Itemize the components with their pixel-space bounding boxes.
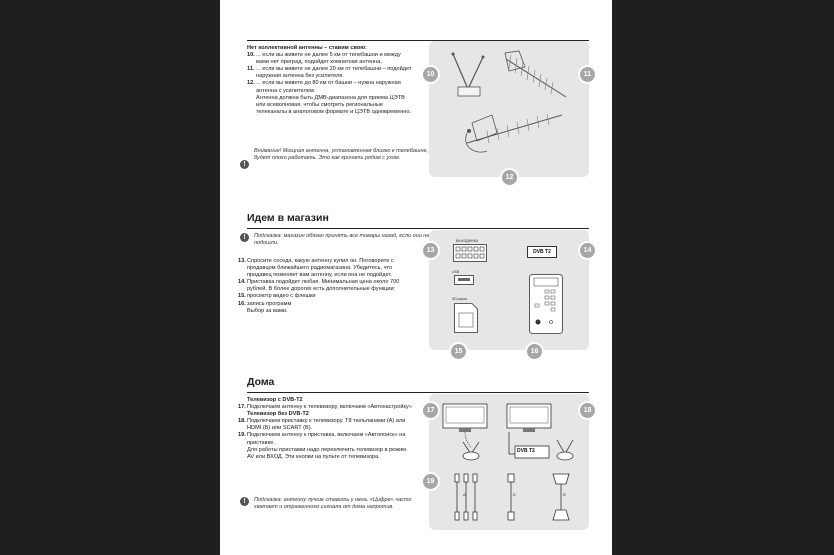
step-badge-18: 18: [578, 401, 597, 420]
home-section-text: [238, 397, 414, 461]
outdoor-antenna-icon: [501, 49, 571, 104]
warning-note: ! Внимание! Мощная антенна, установленная близко к телебашне, будет плохо работать. Это как кричать рядом с ухом.: [240, 148, 430, 162]
home-paragraph: Для работы приставки надо переключить телевизор в режим AV или ВХОД. Эти кнопки на пульте от телевизора.: [247, 446, 406, 460]
sd-card-icon: [454, 303, 478, 333]
list-item: 15. просмотр видео с флешки: [238, 293, 316, 300]
step-badge-12: 12: [500, 168, 519, 187]
manual-page: [220, 0, 612, 555]
list-item: 13. Спросите соседа, какую антенну купил он. Поговорите с продавцом ближайшего радиомагазина. Убедитесь, что продавец поменяет вам антенну, если она не подойдет.: [238, 258, 394, 279]
antenna-section-text: [247, 45, 415, 116]
shop-closing: Выбор за вами.: [247, 307, 288, 314]
shop-hint-note: ! Подсказка: магазин обязан принять все товары назад, если они не подошли.: [240, 233, 430, 247]
remote-control-icon: [529, 274, 563, 334]
section-divider: [247, 392, 589, 393]
indoor-antenna-icon: [443, 49, 493, 109]
cable-label-b: Б: [513, 492, 516, 497]
home-hint-note: ! Подсказка: антенну лучше ставить у окна. «Цифре» часто хватает и отраженного сигнала от дома напротив.: [240, 497, 430, 511]
tv-with-antenna-icon: [441, 402, 496, 462]
step-badge-17: 17: [421, 401, 440, 420]
home-section-title: Дома: [247, 376, 275, 388]
hdmi-cable-icon: [506, 472, 516, 522]
usb-flash-icon: [454, 275, 474, 285]
step-badge-10: 10: [421, 65, 440, 84]
subheading-without-dvb: Телевизор без DVB-T2: [247, 411, 309, 418]
equipment-illustration-panel: [426, 230, 592, 355]
step-badge-15: 15: [449, 342, 468, 361]
step-badge-19: 19: [421, 472, 440, 491]
dvb-logo-box: DVB T2: [527, 246, 557, 258]
antenna-illustration-panel: [426, 41, 592, 181]
dvb-box-label: DVB T2: [517, 448, 535, 454]
step-badge-13: 13: [421, 241, 440, 260]
tv-with-set-top-box-icon: [505, 402, 580, 467]
list-item: 11. ... если вы живете не далее 20 км от телебашни – подойдет наружная антенна без усилителя.: [247, 66, 412, 80]
section-divider: [247, 228, 589, 229]
connection-illustration-panel: [426, 394, 592, 530]
rca-cable-icon: [453, 472, 479, 522]
exclamation-icon: !: [240, 233, 249, 242]
usb-label: USB: [452, 270, 460, 274]
amplified-antenna-icon: [457, 103, 567, 158]
antenna-heading: Нет коллективной антенны – ставим свою:: [247, 45, 367, 51]
list-item: 16. запись программ: [238, 300, 292, 307]
step-badge-14: 14: [578, 241, 597, 260]
subheading-with-dvb: Телевизор с DVB-T2: [247, 397, 303, 403]
antenna-paragraph: Антенна должна быть ДМВ-диапазона для приема ЦЭТВ или всеволновая, чтобы смотреть региональные телеканалы в аналоговом формате и ЦЭТВ одновременно.: [256, 94, 412, 115]
scart-cable-icon: [551, 472, 571, 522]
step-badge-16: 16: [525, 342, 544, 361]
sd-card-label: SD-карта: [452, 297, 467, 301]
cable-label-a: А: [463, 492, 466, 497]
cable-label-c: В: [563, 492, 566, 497]
shop-section-text: [238, 258, 414, 315]
list-item: 14. Приставка подойдет любая. Минимальная цена около 700 рублей. В более дорогих есть дополнительные функции:: [238, 279, 400, 293]
exclamation-icon: !: [240, 160, 249, 169]
connector-panel-icon: [453, 244, 487, 262]
list-item: 19. Подключаем антенну к приставка, включаем «Автопоиск» на приставке.: [238, 432, 406, 446]
shop-section-title: Идем в магазин: [247, 212, 329, 224]
list-item: 18. Подключаем приставку к телевизору. Т8 тюльпанами (A) или HDMI (Б) или SCART (В).: [238, 418, 406, 432]
list-item: 17. Подключаем антенну к телевизору, включаем «Автонастройку»: [238, 404, 412, 411]
exclamation-icon: !: [240, 497, 249, 506]
connector-label: ВЫХОДНИКА: [456, 239, 479, 243]
list-item: 12. ... если вы живете до 80 км от башни – нужна наружная антенна с усилителем.: [247, 80, 401, 94]
list-item: 10. ... если вы живете не далее 5 км от телебашни и между вами нет преград, подойдет комнатная антенна.: [247, 52, 401, 66]
step-badge-11: 11: [578, 65, 597, 84]
